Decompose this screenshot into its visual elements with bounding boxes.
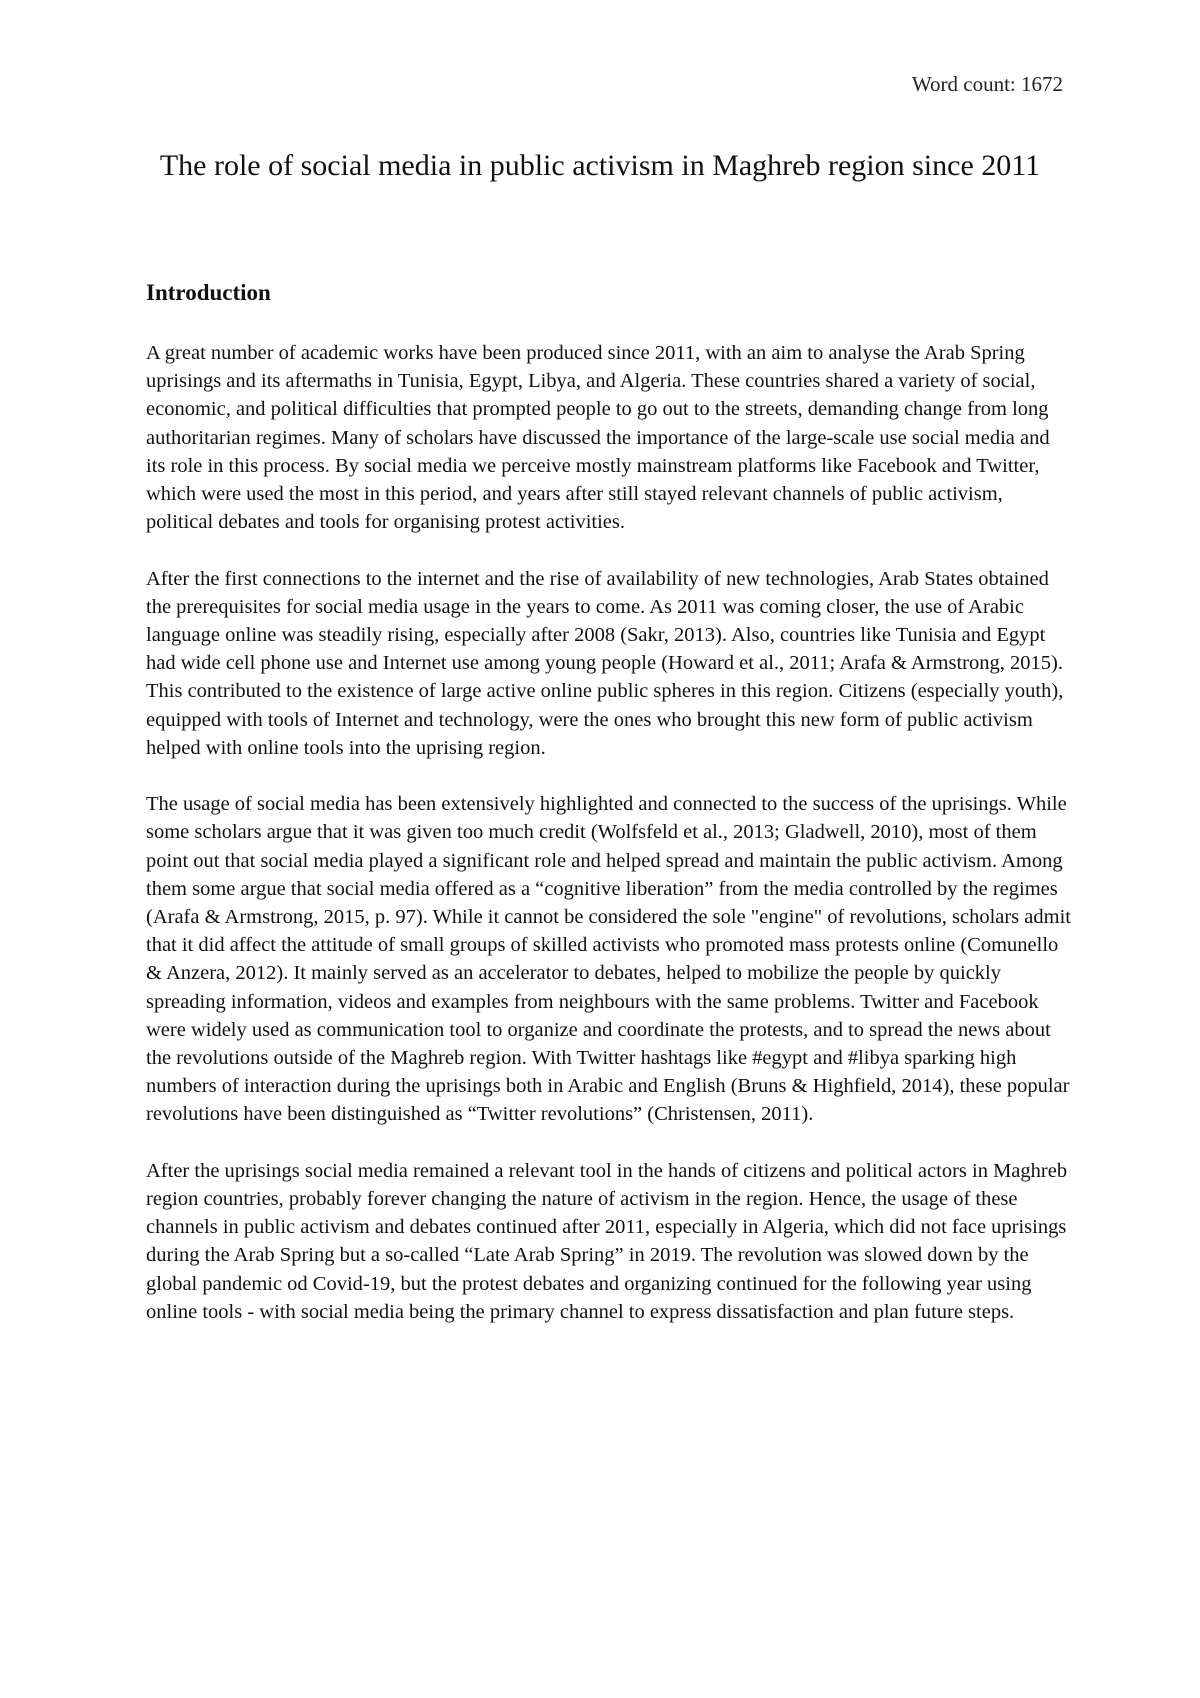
document-title: The role of social media in public activism in Maghreb region since 2011 xyxy=(159,149,1041,182)
word-count: Word count: 1672 xyxy=(911,72,1063,96)
section-heading-introduction: Introduction xyxy=(146,280,271,305)
paragraph: The usage of social media has been extensively highlighted and connected to the success of the uprisings. While some scholars argue that it was given too much credit (Wolfsfeld et al., 2013; Gladwell, 2010), most of them point out that social media played a significant role and helped spread and maintain the public activism. Among them some argue that social media offered as a “cognitive liberation” from the media controlled by the regimes (Arafa & Armstrong, 2015, p. 97). While it cannot be considered the sole "engine" of revolutions, scholars admit that it did affect the attitude of small groups of skilled activists who promoted mass protests online (Comunello & Anzera, 2012). It mainly served as an accelerator to debates, helped to mobilize the people by quickly spreading information, videos and examples from neighbours with the same problems. Twitter and Facebook were widely used as communication tool to organize and coordinate the protests, and to spread the news about the revolutions outside of the Maghreb region. With Twitter hashtags like #egypt and #libya sparking high numbers of interaction during the uprisings both in Arabic and English (Bruns & Highfield, 2014), these popular revolutions have been distinguished as “Twitter revolutions” (Christensen, 2011). xyxy=(146,793,1071,1126)
body-text xyxy=(146,339,1071,1354)
paragraph: A great number of academic works have been produced since 2011, with an aim to analyse the Arab Spring uprisings and its aftermaths in Tunisia, Egypt, Libya, and Algeria. These countries shared a variety of social, economic, and political difficulties that prompted people to go out to the streets, demanding change from long authoritarian regimes. Many of scholars have discussed the importance of the large-scale use social media and its role in this process. By social media we perceive mostly mainstream platforms like Facebook and Twitter, which were used the most in this period, and years after still stayed relevant channels of public activism, political debates and tools for organising protest activities. xyxy=(146,342,1050,534)
paragraph: After the uprisings social media remained a relevant tool in the hands of citizens and political actors in Maghreb region countries, probably forever changing the nature of activism in the region. Hence, the usage of these channels in public activism and debates continued after 2011, especially in Algeria, which did not face uprisings during the Arab Spring but a so-called “Late Arab Spring” in 2019. The revolution was slowed down by the global pandemic od Covid-19, but the protest debates and organizing continued for the following year using online tools - with social media being the primary channel to express dissatisfaction and plan future steps. xyxy=(146,1159,1068,1323)
paragraph: After the first connections to the internet and the rise of availability of new technologies, Arab States obtained the prerequisites for social media usage in the years to come. As 2011 was coming closer, the use of Arabic language online was steadily rising, especially after 2008 (Sakr, 2013). Also, countries like Tunisia and Egypt had wide cell phone use and Internet use among young people (Howard et al., 2011; Arafa & Armstrong, 2015). This contributed to the existence of large active online public spheres in this region. Citizens (especially youth), equipped with tools of Internet and technology, were the ones who brought this new form of public activism helped with online tools into the uprising region. xyxy=(146,567,1064,759)
